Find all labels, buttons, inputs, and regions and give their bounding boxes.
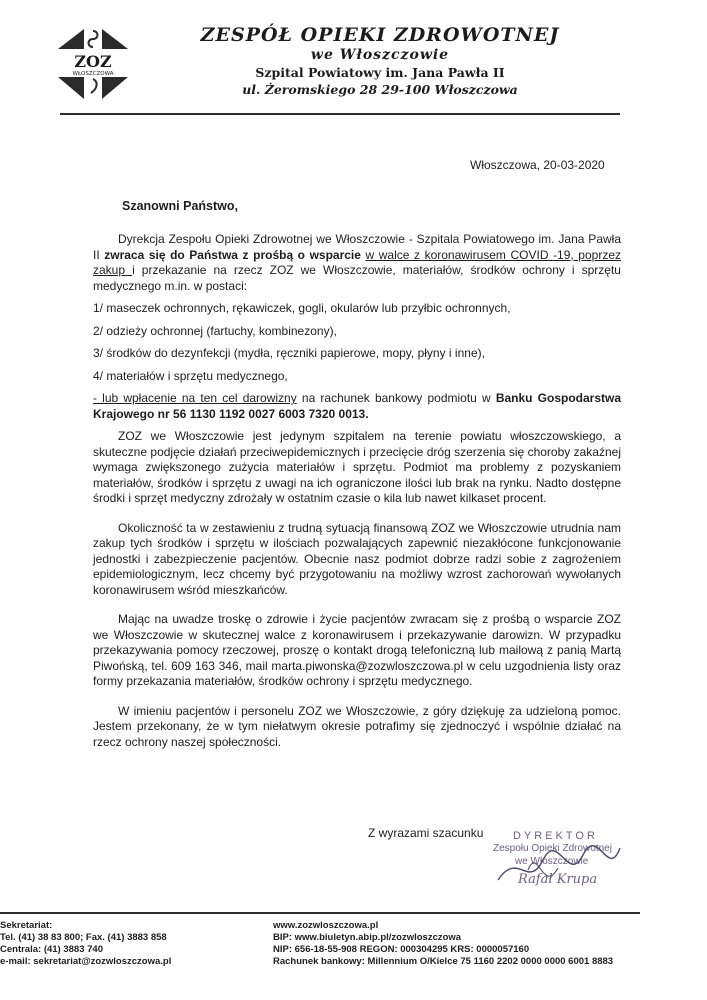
- hospital-name: Szpital Powiatowy im. Jana Pawła II: [255, 65, 505, 80]
- letter-date: Włoszczowa, 20-03-2020: [470, 158, 605, 172]
- letter-body: [93, 232, 621, 750]
- footer-left-line-2: Tel. (41) 38 83 800; Fax. (41) 3883 858: [0, 932, 167, 943]
- donation-paragraph: - lub wpłacenie na ten cel darowizny na rachunek bankowy podmiotu w Banku Gospodarstwa Krajowego nr 56 1130 1192 0027 6003 7320 0013.: [93, 391, 622, 421]
- list-item-3: 3/ środków do dezynfekcji (mydła, ręczniki papierowe, mopy, płyny i inne),: [93, 346, 485, 360]
- letterhead: [150, 24, 610, 98]
- stamp-title: DYREKTOR: [513, 830, 598, 842]
- closing-text: Z wyrazami szacunku: [368, 826, 484, 840]
- footer-contact: [0, 920, 171, 968]
- org-name: ZESPÓŁ OPIEKI ZDROWOTNEJ: [200, 24, 560, 46]
- paragraph-thanks: W imieniu pacjentów i personelu ZOZ we Włoszczowie, z góry dziękuję za udzieloną pomoc. Jestem przekonany, że w tym niełatwym okresie potrafimy się zjednoczyć i wspólnie działać na rzecz ochrony naszej społeczności.: [93, 703, 621, 749]
- paragraph-contact: Mając na uwadze troskę o zdrowie i życie pacjentów zwracam się z prośbą o wsparcie ZOZ we Włoszczowie w skutecznej walce z koronawirusem i przekazywanie darowizn. W przypadku przekazywania pomocy rzeczowej, proszę o kontakt drogą telefoniczną lub mailową z panią Martą Piwońską, tel. 609 163 346, mail marta.piwonska@zozwloszczowa.pl w celu uzgodnienia listy oraz formy przekazania materiałów, środków ochrony i sprzętu medycznego.: [93, 612, 621, 688]
- logo-text: ZOZ: [74, 52, 112, 71]
- zoz-logo: [50, 25, 140, 105]
- header-divider: [60, 113, 620, 115]
- logo-arrow-top-left: [58, 29, 84, 49]
- org-address: ul. Żeromskiego 28 29-100 Włoszczowa: [242, 82, 518, 97]
- paragraph-situation: ZOZ we Włoszczowie jest jedynym szpitalem na terenie powiatu włoszczowskiego, a skuteczne podjęcie działań przeciwepidemicznych i przecięcie dróg szerzenia się choroby zakaźnej wymaga zwiększonego zużycia materiałów i sprzętu. Podmiot ma problemy z pozyskaniem materiałów, środków i sprzętu z uwagi na ich ograniczone ilości lub brak na rynku. Nadto dostępne środki i sprzęt medyczny zdrożały w ostatnim czasie o kila lub nawet kilkaset procent.: [93, 429, 621, 505]
- list-item-2: 2/ odzieży ochronnej (fartuchy, kombinezony),: [93, 323, 337, 338]
- footer-left-line-3: Centrala: (41) 3883 740: [0, 944, 103, 955]
- footer-registry: [273, 920, 613, 968]
- stamp-line2: we Włoszczowie: [515, 856, 589, 867]
- footer-left-line-4: e-mail: sekretariat@zozwloszczowa.pl: [0, 956, 172, 967]
- footer-right-line-1: www.zozwloszczowa.pl: [273, 920, 379, 931]
- stamp-name: Rafał Krupa: [518, 872, 598, 887]
- footer-right-line-3: NIP: 656-18-55-908 REGON: 000304295 KRS: 0000057160: [273, 944, 530, 955]
- list-item-4: 4/ materiałów i sprzętu medycznego,: [93, 368, 288, 383]
- logo-subtext: WŁOSZCZOWA: [72, 71, 114, 77]
- logo-arrow-bottom-right: [102, 77, 128, 99]
- footer-right-line-2: BIP: www.biuletyn.abip.pl/zozwloszczowa: [273, 932, 462, 943]
- logo-arrow-bottom-left: [58, 77, 84, 99]
- logo-arrow-top-right: [102, 29, 128, 49]
- paragraph-request: Dyrekcja Zespołu Opieki Zdrowotnej we Włoszczowie - Szpitala Powiatowego im. Jana Pawła II zwraca się do Państwa z prośbą o wsparcie w walce z koronawirusem COVID -19, poprzez zakup i przekazanie na rzecz ZOZ we Włoszczowie, materiałów, środków ochrony i sprzętu medycznego m.in. w postaci:: [93, 232, 621, 293]
- paragraph-finances: Okoliczność ta w zestawieniu z trudną sytuacją finansową ZOZ we Włoszczowie utrudnia nam zakup tych środków i sprzętu w ilościach pozwalających zapewnić niezakłócone funkcjonowanie jednostki i zabezpieczenie pacjentów. Obecnie nasz podmiot dobrze radzi sobie z zagrożeniem epidemiologicznym, lecz chcemy być przygotowaniu na możliwy wzrost zachorowań wywołanych koronawirusem wśród mieszkańców.: [93, 520, 621, 597]
- stamp-line1: Zespołu Opieki Zdrowotnej: [493, 843, 612, 854]
- org-city: we Włoszczowie: [310, 47, 450, 63]
- handwritten-signature: [488, 840, 628, 900]
- greeting: Szanowni Państwo,: [122, 199, 238, 213]
- list-item-1: 1/ maseczek ochronnych, rękawiczek, gogli, okularów lub przyłbic ochronnych,: [93, 301, 511, 315]
- footer-right-line-4: Rachunek bankowy: Millennium O/Kielce 75 1160 2202 0000 0000 6001 8883: [273, 956, 614, 967]
- footer-left-line-1: Sekretariat:: [0, 920, 53, 931]
- footer-divider: [0, 912, 640, 914]
